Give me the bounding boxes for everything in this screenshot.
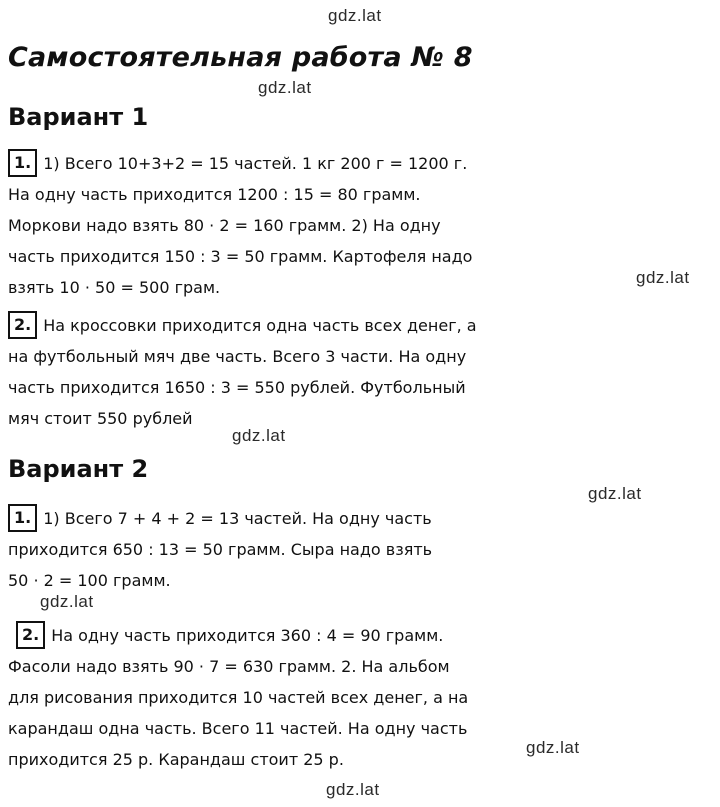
- variant-1-task-2: [8, 310, 716, 434]
- task-line: часть приходится 1650 : 3 = 550 рублей. Футбольный: [8, 378, 466, 397]
- task-line: для рисования приходится 10 частей всех денег, а на: [8, 688, 469, 707]
- task-number-badge: 2.: [16, 621, 45, 649]
- watermark-text: gdz.lat: [258, 78, 312, 97]
- variant-2-task-1: [8, 503, 716, 596]
- task-line: [8, 148, 716, 179]
- variant-2-heading: Вариант 2: [8, 455, 149, 483]
- task-line: часть приходится 150 : 3 = 50 грамм. Картофеля надо: [8, 247, 473, 266]
- task-line: мяч стоит 550 рублей: [8, 409, 193, 428]
- variant-1-task-1: [8, 148, 716, 303]
- task-line: карандаш одна часть. Всего 11 частей. На одну часть: [8, 719, 468, 738]
- task-text: 1) Всего 7 + 4 + 2 = 13 частей. На одну часть: [43, 509, 432, 528]
- task-line: Моркови надо взять 80 · 2 = 160 грамм. 2) На одну: [8, 216, 441, 235]
- task-line: [8, 503, 716, 534]
- task-line: [8, 620, 716, 651]
- task-line: [8, 310, 716, 341]
- task-text: На одну часть приходится 360 : 4 = 90 грамм.: [51, 626, 444, 645]
- task-number-badge: 1.: [8, 504, 37, 532]
- task-line: Фасоли надо взять 90 · 7 = 630 грамм. 2. На альбом: [8, 657, 450, 676]
- task-line: 50 · 2 = 100 грамм.: [8, 571, 171, 590]
- watermark-text: gdz.lat: [232, 426, 286, 445]
- watermark-text: gdz.lat: [326, 780, 380, 799]
- task-text: 1) Всего 10+3+2 = 15 частей. 1 кг 200 г = 1200 г.: [43, 154, 468, 173]
- page-title: Самостоятельная работа № 8: [8, 42, 473, 73]
- task-line: приходится 650 : 13 = 50 грамм. Сыра надо взять: [8, 540, 433, 559]
- task-number-badge: 1.: [8, 149, 37, 177]
- task-line: приходится 25 р. Карандаш стоит 25 р.: [8, 750, 344, 769]
- task-line: На одну часть приходится 1200 : 15 = 80 грамм.: [8, 185, 421, 204]
- watermark-text: gdz.lat: [328, 6, 382, 25]
- variant-1-heading: Вариант 1: [8, 103, 149, 131]
- task-line: на футбольный мяч две часть. Всего 3 части. На одну: [8, 347, 467, 366]
- task-text: На кроссовки приходится одна часть всех денег, а: [43, 316, 477, 335]
- watermark-text: gdz.lat: [40, 592, 94, 611]
- task-number-badge: 2.: [8, 311, 37, 339]
- watermark-text: gdz.lat: [526, 738, 580, 757]
- variant-2-task-2: [8, 620, 716, 775]
- task-line: взять 10 · 50 = 500 грам.: [8, 278, 221, 297]
- watermark-text: gdz.lat: [588, 484, 642, 503]
- watermark-text: gdz.lat: [636, 268, 690, 287]
